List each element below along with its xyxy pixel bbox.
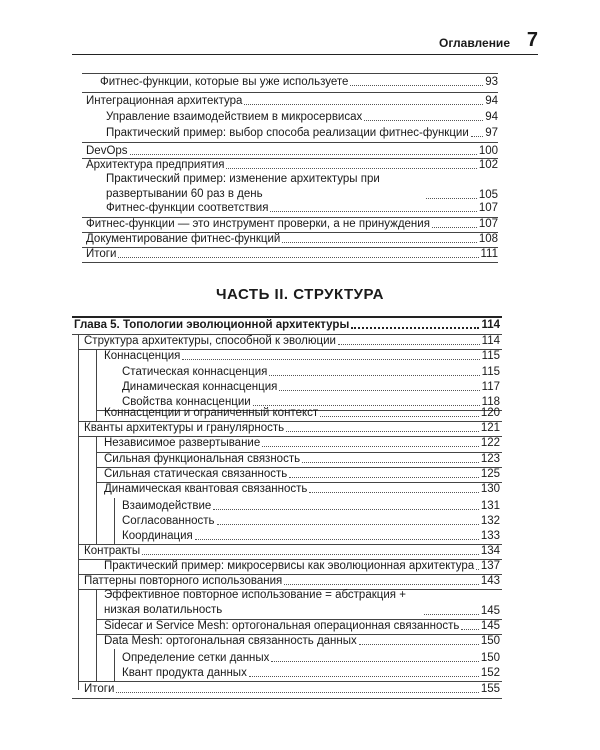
toc-entry: DevOps 100 — [86, 145, 498, 157]
toc-entry: Итоги 111 — [86, 248, 498, 260]
divider — [82, 92, 498, 93]
toc-entry: Коннасценция 115 — [104, 350, 500, 362]
toc-entry: Определение сетки данных 150 — [122, 652, 500, 664]
toc-entry: Управление взаимодействием в микросервисах 94 — [106, 111, 498, 123]
chapter-rule — [72, 316, 502, 318]
toc-entry: Динамическая коннасценция 117 — [122, 381, 500, 393]
toc-entry: Свойства коннасценции 118 — [122, 396, 500, 408]
toc-entry: Контракты 134 — [84, 545, 500, 557]
toc-entry: Фитнес-функции — это инструмент проверки, а не принуждения 107 — [86, 218, 498, 230]
toc-entry: Эффективное повторное использование = абстракция + низкая волатильность 145 — [104, 589, 500, 617]
toc-entry: Sidecar и Service Mesh: ортогональная операционная связанность 145 — [104, 620, 500, 632]
toc-entry: Итоги 155 — [84, 683, 500, 695]
toc-entry: Независимое развертывание 122 — [104, 437, 500, 449]
indent-line — [78, 334, 79, 690]
toc-entry: Документирование фитнес-функций 108 — [86, 233, 498, 245]
divider — [82, 262, 498, 263]
toc-entry: Data Mesh: ортогональная связанность данных 150 — [104, 635, 500, 647]
toc-entry: Паттерны повторного использования 143 — [84, 575, 500, 587]
toc-entry: Практический пример: изменение архитектуры при развертывании 60 раз в день 105 — [106, 173, 498, 201]
running-header-title: Оглавление — [439, 36, 510, 50]
page-number: 7 — [526, 29, 538, 51]
indent-line — [114, 649, 115, 681]
toc-entry: Сильная статическая связанность 125 — [104, 468, 500, 480]
toc-entry: Квант продукта данных 152 — [122, 667, 500, 679]
toc-entry: Фитнес-функции, которые вы уже используете 93 — [100, 76, 498, 88]
indent-line — [96, 589, 97, 681]
toc-entry: Кванты архитектуры и гранулярность 121 — [84, 422, 500, 434]
divider — [72, 698, 502, 699]
toc-entry: Сильная функциональная связность 123 — [104, 453, 500, 465]
toc-entry: Согласованность 132 — [122, 515, 500, 527]
toc-entry: Архитектура предприятия 102 — [86, 159, 498, 171]
toc-entry: Практический пример: выбор способа реализации фитнес-функции 97 — [106, 127, 498, 139]
divider — [78, 681, 502, 682]
divider — [82, 73, 498, 74]
toc-entry: Статическая коннасценция 115 — [122, 366, 500, 378]
toc-entry: Фитнес-функции соответствия 107 — [106, 202, 498, 214]
part-title: ЧАСТЬ II. СТРУКТУРА — [215, 286, 385, 303]
chapter-entry: Глава 5. Топологии эволюционной архитектуры 114 — [74, 319, 500, 331]
toc-entry: Координация 133 — [122, 530, 500, 542]
toc-entry: Практический пример: микросервисы как эволюционная архитектура 137 — [104, 560, 500, 572]
divider — [82, 142, 498, 143]
toc-entry: Структура архитектуры, способной к эволюции 114 — [84, 335, 500, 347]
toc-entry: Интеграционная архитектура 94 — [86, 95, 498, 107]
toc-entry: Взаимодействие 131 — [122, 500, 500, 512]
toc-entry: Динамическая квантовая связанность 130 — [104, 483, 500, 495]
running-header — [72, 28, 538, 55]
indent-line — [114, 498, 115, 544]
toc-entry: Коннасценции и ограниченный контекст 120 — [104, 407, 500, 419]
